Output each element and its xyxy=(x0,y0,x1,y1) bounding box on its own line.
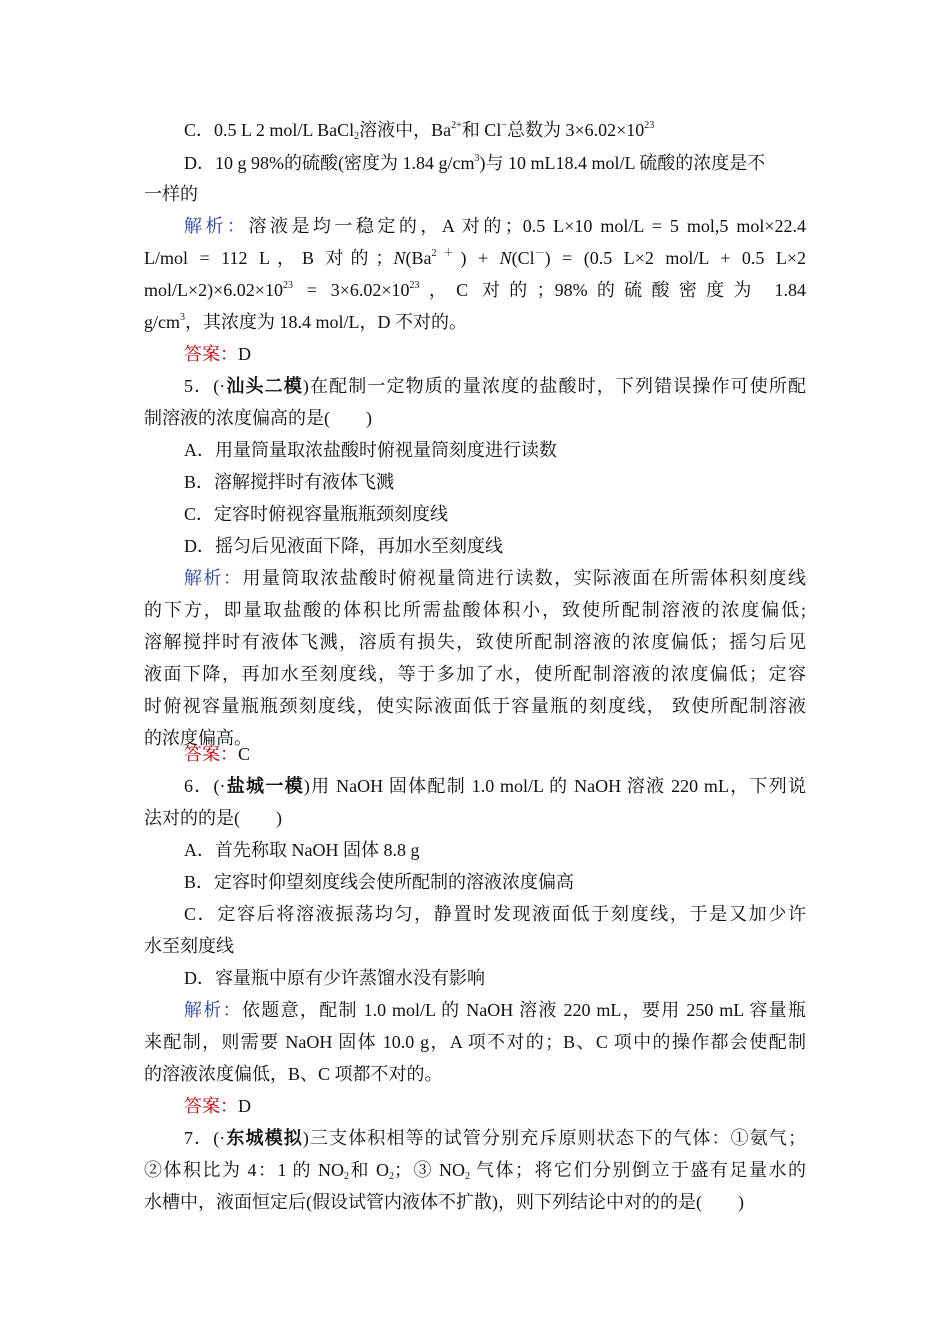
q7-stem-cont: 水槽中，液面恒定后(假设试管内液体不扩散)，则下列结论中对的的是( ) xyxy=(144,1192,744,1212)
analysis-label: 解析： xyxy=(184,1000,242,1020)
q5-option-b: B．溶解搅拌时有液体飞溅 xyxy=(184,472,395,492)
q5-analysis-line: 解析：用量筒取浓盐酸时俯视量筒进行读数，实际液面在所需体积刻度线 xyxy=(184,568,806,588)
q4-analysis-line: $g/cm^3$，其浓度为 18.4 mol/L，D 不对的。 xyxy=(144,312,467,332)
q5-stem-cont: 制溶液的浓度偏高的是( ) xyxy=(144,408,372,428)
q6-option-b: B．定容时仰望刻度线会使所配制的溶液浓度偏高 xyxy=(184,872,575,892)
q5-analysis-line: 时俯视容量瓶瓶颈刻度线，使实际液面低于容量瓶的刻度线， 致使所配制溶液 xyxy=(144,696,806,716)
q4-option-d-cont: 一样的 xyxy=(144,184,198,204)
q6-analysis-line: 解析：依题意，配制 1.0 mol/L 的 NaOH 溶液 220 mL，要用 250 mL 容量瓶 xyxy=(184,1000,807,1020)
q7-stem-cont: ②体积比为 4：1 的 $NO_2$和 $O_2$；③ $NO_2$ 气体；将它们分别倒立于盛有足量水的 xyxy=(144,1160,806,1182)
q6-answer: 答案：D xyxy=(184,1096,251,1116)
q6-stem: 6．(·盐城一模)用 NaOH 固体配制 1.0 mol/L 的 NaOH 溶液 220 mL，下列说 xyxy=(184,776,806,796)
q4-option-d: D．10 g 98%的硫酸(密度为 1.84 $g/cm^3$)与 10 mL18.4 mol/L 硫酸的浓度是不 xyxy=(184,153,766,173)
q5-answer: 答案：C xyxy=(184,744,251,764)
q6-option-c: C．定容后将溶液振荡均匀，静置时发现液面低于刻度线，于是又加少许 xyxy=(184,904,806,924)
q6-option-a: A．首先称取 NaOH 固体 8.8 g xyxy=(184,840,420,860)
q6-option-d: D．容量瓶中原有少许蒸馏水没有影响 xyxy=(184,968,485,988)
answer-label: 答案： xyxy=(184,1096,238,1116)
q5-option-c: C．定容时俯视容量瓶瓶颈刻度线 xyxy=(184,504,449,524)
q4-analysis-line: 解析：溶液是均一稳定的，A 对的；0.5 L×10 mol/L = 5 mol,5 mol×22.4 xyxy=(184,216,807,236)
answer-label: 答案： xyxy=(184,744,238,764)
q7-stem: 7．(·东城模拟)三支体积相等的试管分别充斥原则状态下的气体：①氨气； xyxy=(184,1128,806,1148)
q4-answer: 答案：D xyxy=(184,344,251,364)
q6-analysis-line: 来配制，则需要 NaOH 固体 10.0 g，A 项不对的；B、C 项中的操作都会使配制 xyxy=(144,1032,806,1052)
q5-analysis-line: 液面下降，再加水至刻度线，等于多加了水，使所配制溶液的浓度偏低；定容 xyxy=(144,664,806,684)
q5-analysis-line: 的浓度偏高。 xyxy=(144,728,252,748)
q4-analysis-line: L/mol = 112 L，B 对的；$N(Ba^{2+}) + N(Cl^-) = (0.5$ L×2 mol/L + 0.5 L×2 xyxy=(144,248,806,268)
analysis-label: 解析： xyxy=(184,216,249,236)
q6-stem-cont: 法对的的是( ) xyxy=(144,808,282,828)
q6-option-c-cont: 水至刻度线 xyxy=(144,936,234,956)
analysis-label: 解析： xyxy=(184,568,243,588)
q5-analysis-line: 的下方，即量取盐酸的体积比所需盐酸体积小，致使所配制溶液的浓度偏低; xyxy=(144,600,806,620)
answer-label: 答案： xyxy=(184,344,238,364)
q5-option-a: A．用量筒量取浓盐酸时俯视量筒刻度进行读数 xyxy=(184,440,557,460)
q6-analysis-line: 的溶液浓度偏低，B、C 项都不对的。 xyxy=(144,1064,443,1084)
q4-option-c: C．0.5 L 2 mol/L BaCl$_2$溶液中，$Ba^{2+}$和 Cl−总数为 $3\times 6.02\times 10^{23}$ xyxy=(184,120,655,142)
q5-option-d: D．摇匀后见液面下降，再加水至刻度线 xyxy=(184,536,503,556)
q5-analysis-line: 溶解搅拌时有液体飞溅，溶质有损失，致使所配制溶液的浓度偏低；摇匀后见 xyxy=(144,632,806,652)
q4-analysis-line: mol/$L\times 2)\times 6.02\times 10^{23} = 3\times 6.02\times 10^{23}$，C 对的；98%的硫酸密度为 1.84 xyxy=(144,280,806,300)
q5-stem: 5．(·汕头二模)在配制一定物质的量浓度的盐酸时，下列错误操作可使所配 xyxy=(184,376,806,396)
